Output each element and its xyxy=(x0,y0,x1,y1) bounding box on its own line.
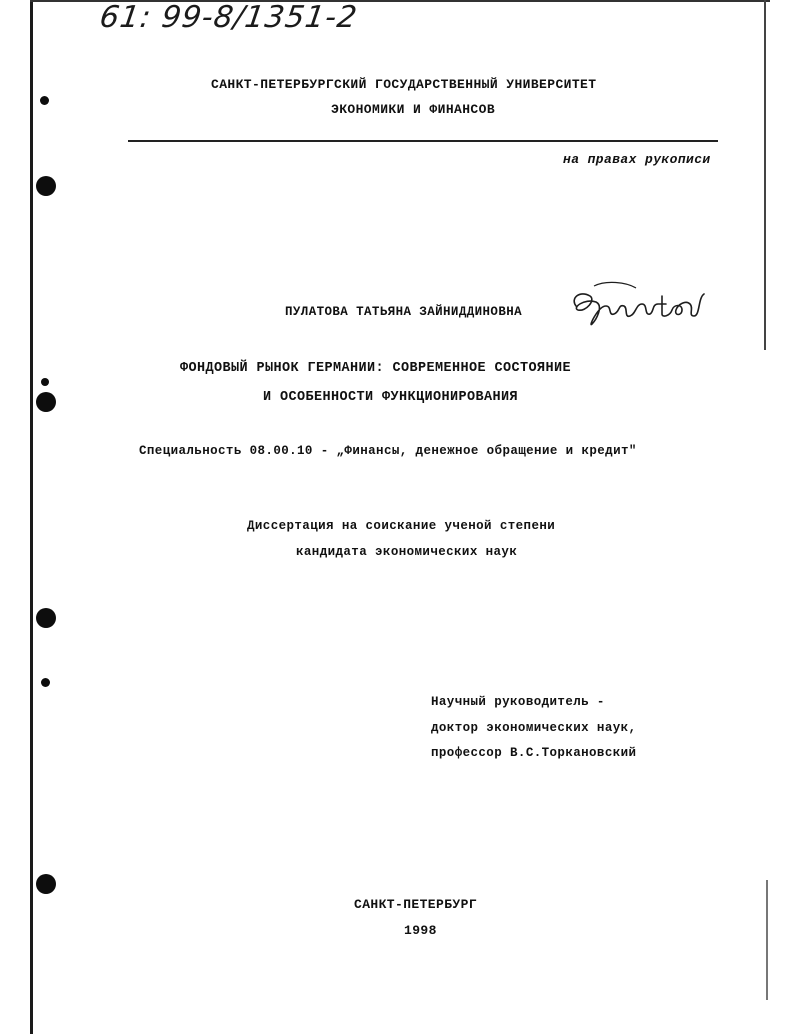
year: 1998 xyxy=(404,923,437,938)
binding-hole xyxy=(36,176,56,196)
dissertation-title-line1: ФОНДОВЫЙ РЫНОК ГЕРМАНИИ: СОВРЕМЕННОЕ СОСТОЯНИЕ xyxy=(180,361,572,376)
advisor-line3: профессор В.С.Торкановский xyxy=(431,746,637,760)
binding-hole xyxy=(41,378,49,386)
scan-left-border xyxy=(30,0,33,1034)
specialty: Специальность 08.00.10 - „Финансы, денежное обращение и кредит" xyxy=(139,444,637,458)
binding-hole xyxy=(40,96,49,105)
university-name: САНКТ-ПЕТЕРБУРГСКИЙ ГОСУДАРСТВЕННЫЙ УНИВЕРСИТЕТ xyxy=(211,77,597,92)
degree-line2: кандидата экономических наук xyxy=(296,545,518,559)
manuscript-note: на правах рукописи xyxy=(563,152,711,167)
binding-hole xyxy=(36,874,56,894)
archive-code: 61: 99-8/1351-2 xyxy=(97,0,360,35)
binding-hole xyxy=(36,608,56,628)
signature-text: Пулатова xyxy=(566,263,643,281)
university-name-line2: ЭКОНОМИКИ И ФИНАНСОВ xyxy=(331,102,496,117)
dissertation-title-line2: И ОСОБЕННОСТИ ФУНКЦИОНИРОВАНИЯ xyxy=(263,390,519,405)
author-name: ПУЛАТОВА ТАТЬЯНА ЗАЙНИДДИНОВНА xyxy=(285,305,523,319)
header-divider xyxy=(128,140,718,142)
city: САНКТ-ПЕТЕРБУРГ xyxy=(354,897,478,912)
advisor-line2: доктор экономических наук, xyxy=(431,721,637,735)
advisor-line1: Научный руководитель - xyxy=(431,695,605,709)
scan-right-border xyxy=(764,0,766,350)
author-signature xyxy=(566,263,716,342)
scan-right-border-lower xyxy=(766,880,768,1000)
binding-hole xyxy=(36,392,56,412)
binding-hole xyxy=(41,678,50,687)
degree-line1: Диссертация на соискание ученой степени xyxy=(247,519,556,533)
